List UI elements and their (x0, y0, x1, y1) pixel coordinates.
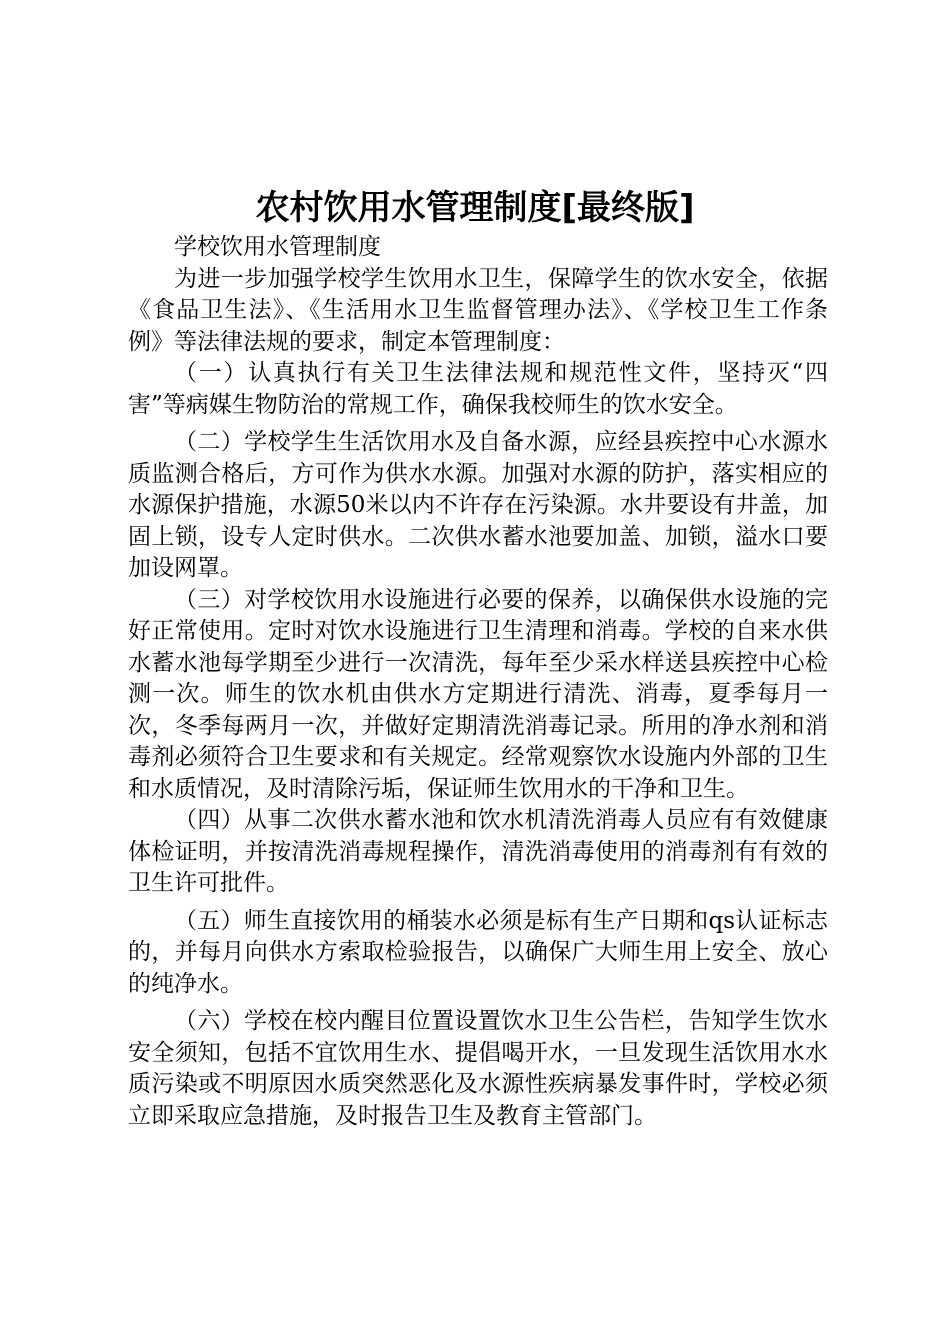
rule-paragraph-2: （二）学校学生生活饮用水及自备水源，应经县疾控中心水源水质监测合格后，方可作为供水水源。加强对水源的防护，落实相应的水源保护措施，水源50米以内不许存在污染源。水井要设有井盖，加固上锁，设专人定时供水。二次供水蓄水池要加盖、加锁，溢水口要加设网罩。 (128, 429, 828, 581)
rule-paragraph-3: （三）对学校饮用水设施进行必要的保养，以确保供水设施的完好正常使用。定时对饮水设施进行卫生清理和消毒。学校的自来水供水蓄水池每学期至少进行一次清洗，每年至少采水样送县疾控中心检测一次。师生的饮水机由供水方定期进行清洗、消毒，夏季每月一次，冬季每两月一次，并做好定期清洗消毒记录。所用的净水剂和消毒剂必须符合卫生要求和有关规定。经常观察饮水设施内外部的卫生和水质情况，及时清除污垢，保证师生饮用水的干净和卫生。 (128, 586, 828, 802)
rule-paragraph-6: （六）学校在校内醒目位置设置饮水卫生公告栏，告知学生饮水安全须知，包括不宜饮用生水、提倡喝开水，一旦发现生活饮用水水质污染或不明原因水质突然恶化及水源性疾病暴发事件时，学校必须立即采取应急措施，及时报告卫生及教育主管部门。 (128, 1008, 828, 1129)
rule-paragraph-4: （四）从事二次供水蓄水池和饮水机清洗消毒人员应有有效健康体检证明，并按清洗消毒规程操作，清洗消毒使用的消毒剂有有效的卫生许可批件。 (128, 807, 828, 896)
document-title: 农村饮用水管理制度[最终版] (255, 188, 695, 228)
document-body (128, 232, 828, 1132)
rule-paragraph-5: （五）师生直接饮用的桶装水必须是标有生产日期和qs认证标志的，并每月向供水方索取检验报告，以确保广大师生用上安全、放心的纯净水。 (128, 907, 828, 997)
rule-paragraph-1: （一）认真执行有关卫生法律法规和规范性文件，坚持灭“四害”等病媒生物防治的常规工作，确保我校师生的饮水安全。 (128, 360, 828, 418)
intro-paragraph: 为进一步加强学校学生饮用水卫生，保障学生的饮水安全，依据《食品卫生法》、《生活用水卫生监督管理办法》、《学校卫生工作条例》等法律法规的要求，制定本管理制度： (128, 265, 828, 355)
section-heading: 学校饮用水管理制度 (174, 234, 381, 260)
